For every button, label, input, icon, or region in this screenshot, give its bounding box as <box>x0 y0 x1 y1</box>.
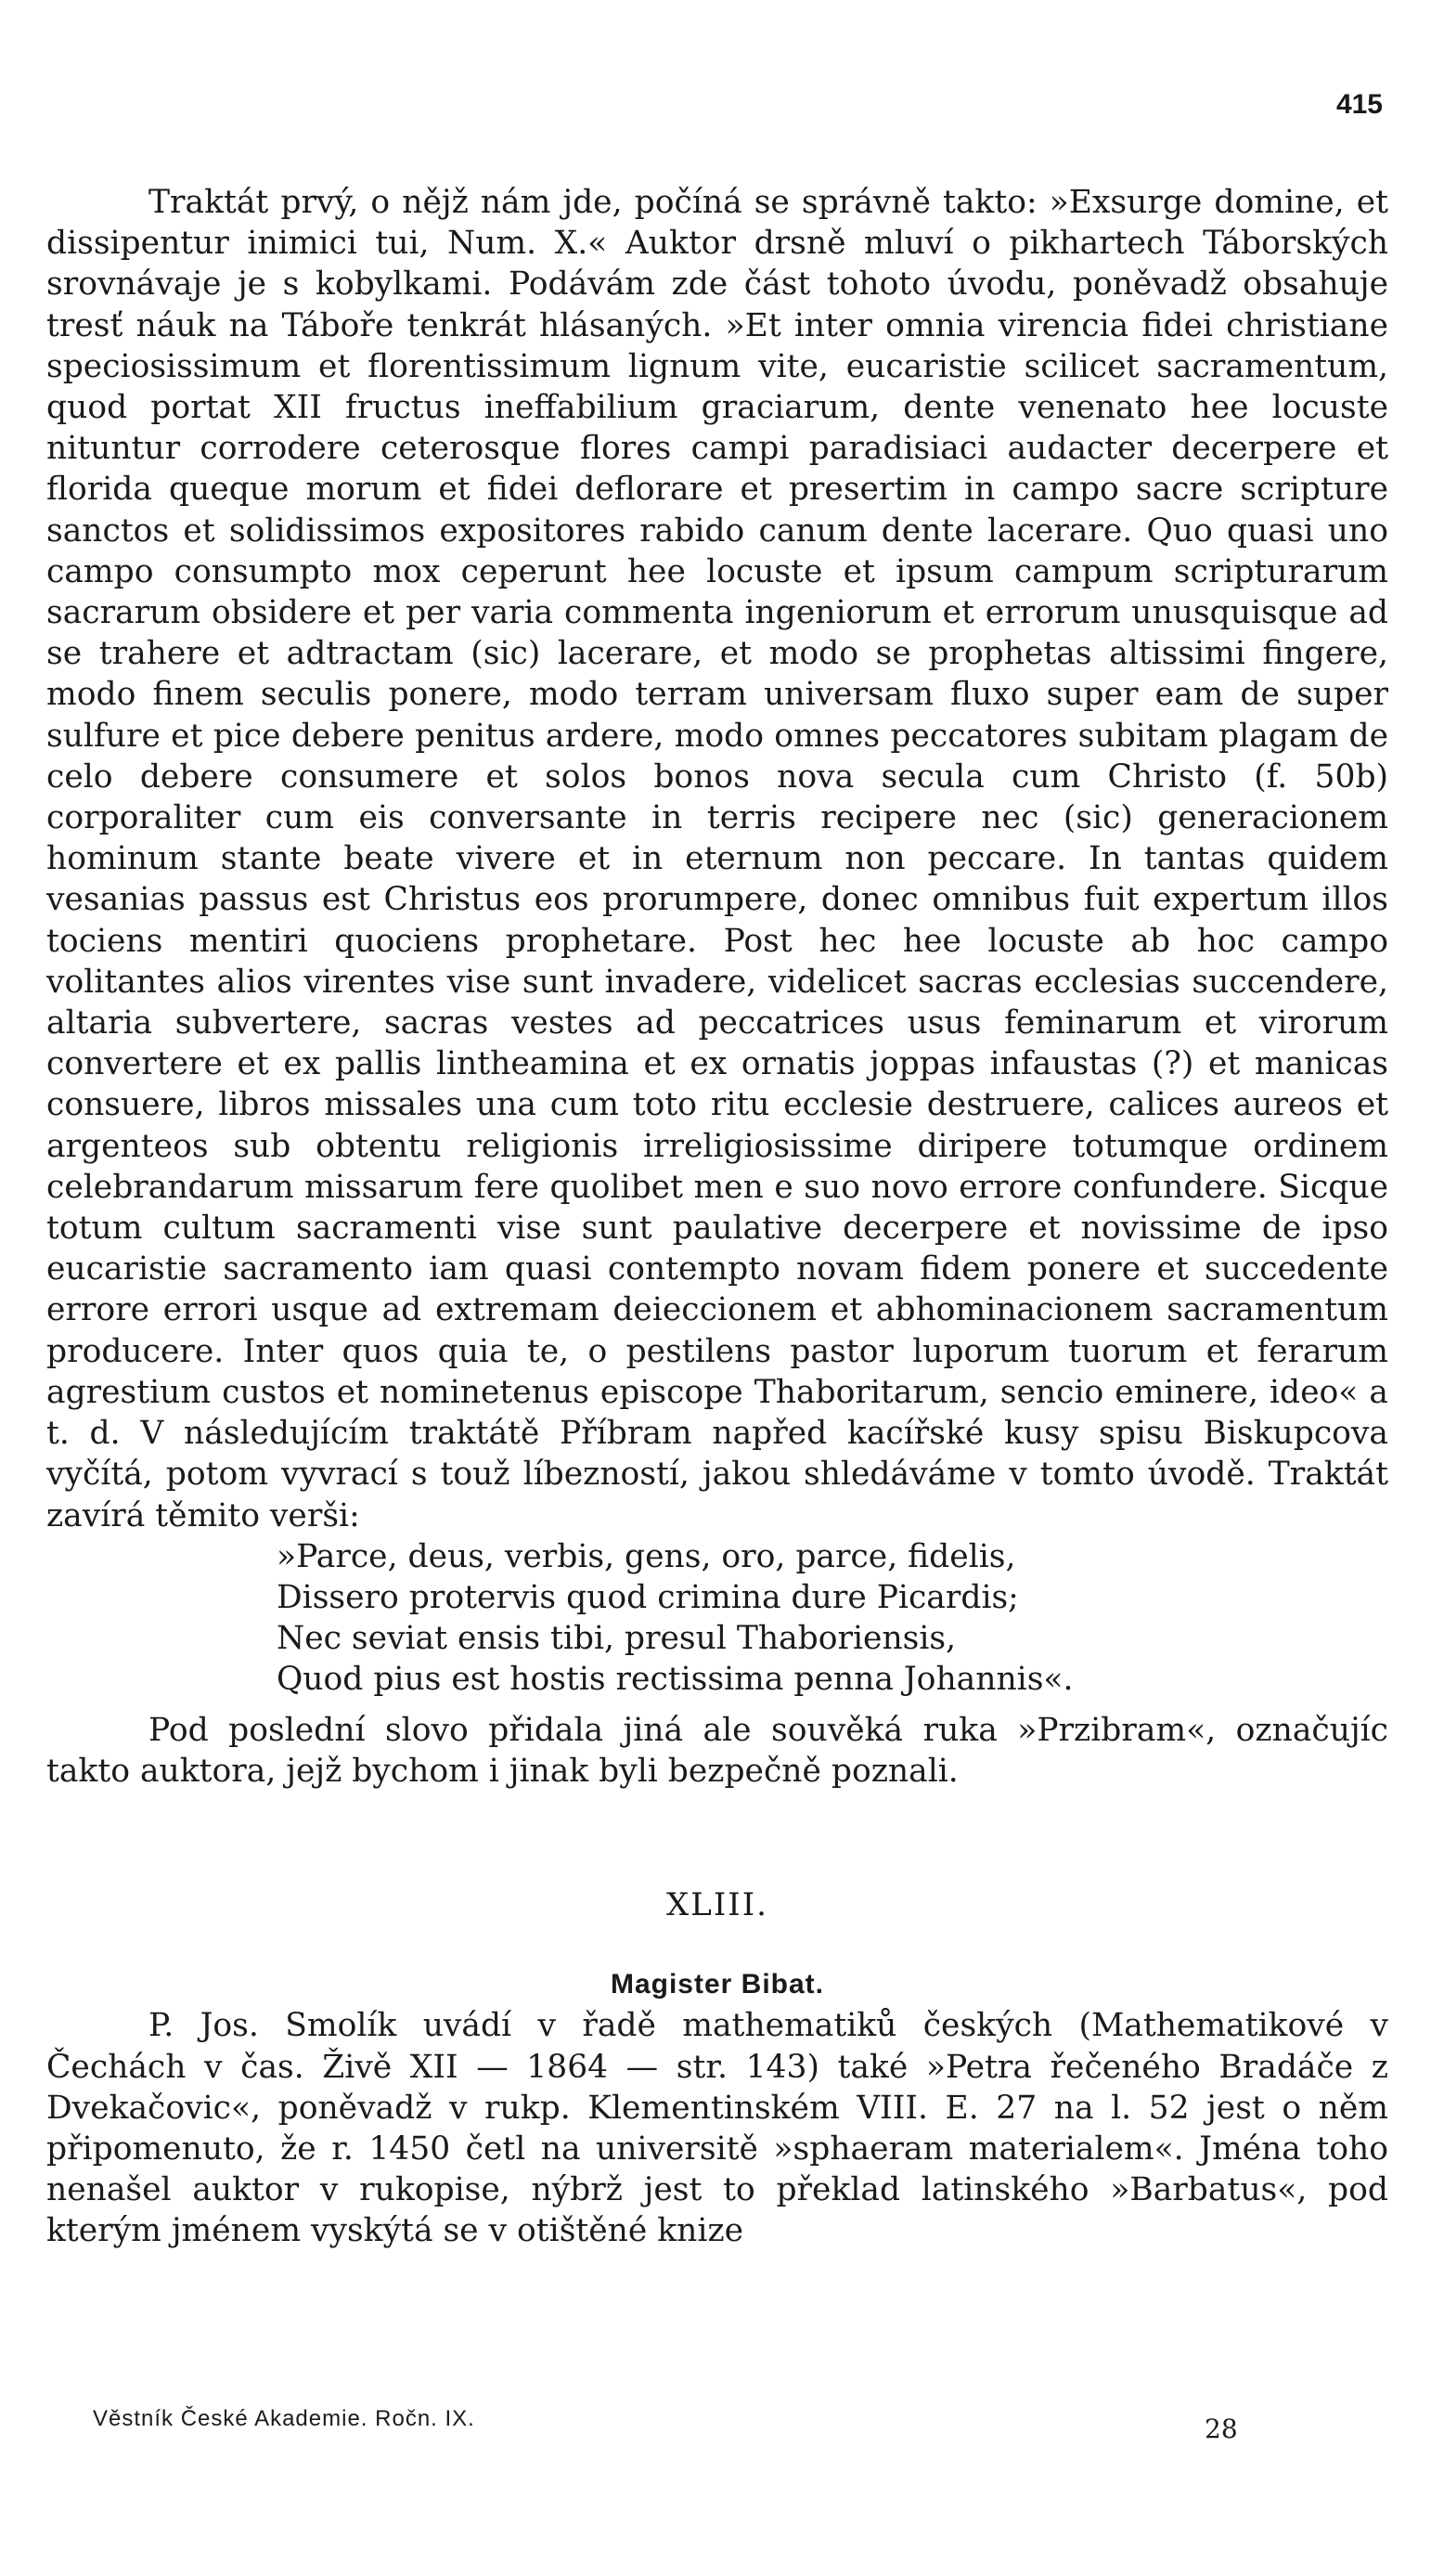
section-title: Magister Bibat. <box>610 1969 825 2000</box>
footer-journal-line: Věstník České Akademie. Ročn. IX. <box>93 2406 475 2431</box>
section-paragraph: P. Jos. Smolík uvádí v řadě mathematiků českých (Mathematikové v Čechách v čas. Živě XII — 1864 — str. 143) také »Petra řečeného Bradáče z Dvekačovic«, poněvadž v rukp. Klementinském VIII. E. 27 na l. 52 jest o něm připomenuto, že r. 1450 četl na universitě »sphaeram materialem«. Jména toho nenašel auktor v rukopise, nýbrž jest to překlad latinského »Barbatus«, pod kterým jménem vyskýtá se v otištěné knize <box>46 2007 1388 2250</box>
section-number: XLIII. <box>666 1885 768 1923</box>
footer-sheet-number: 28 <box>1205 2414 1238 2444</box>
paragraph-after-verses: Pod poslední slovo přidala jiná ale souvěká ruka »Przibram«, označujíc takto auktora, jejž bychom i jinak byli bezpečně poznali. <box>46 1711 1388 1790</box>
verse-line: Nec seviat ensis tibi, presul Thaboriensis, <box>277 1620 957 1658</box>
verse-line: Dissero protervis quod crimina dure Picardis; <box>277 1578 1019 1616</box>
verse-block <box>277 1536 1388 1701</box>
paragraph-intro: Traktát prvý, o nějž nám jde, počíná se správně takto: »Exsurge domine, et dissipentur inimici tui, Num. X.« Auktor drsně mluví o pikhartech Táborských srovnávaje je s kobylkami. Podávám zde část tohoto úvodu, poněvadž obsahuje tresť náuk na Táboře tenkrát hlásaných. »Et inter omnia virencia fidei christiane speciosissimum et florentissimum lignum vite, eucaristie scilicet sacramentum, quod portat XII fructus ineffabilium graciarum, dente venenato hee locuste nituntur corrodere ceterosque flores campi paradisiaci audacter decerpere et florida queque morum et fidei deflorare et presertim in campo sacre scripture sanctos et solidissimos expositores rabido canum dente lacerare. Quo quasi uno campo consumpto mox ceperunt hee locuste et ipsum campum scripturarum sacrarum obsidere et per varia commenta ingeniorum et errorum unusquisque ad se trahere et adtractam (sic) lacerare, et modo se prophetas altissimi fingere, modo finem seculis ponere, modo terram universam fluxo super eam de super sulfure et pice debere penitus ardere, modo omnes peccatores subitam plagam de celo debere consumere et solos bonos nova secula cum Christo (f. 50b) corporaliter cum eis conversante in terris recipere nec (sic) generacionem hominum stante beate vivere et in eternum non peccare. In tantas quidem vesanias passus est Christus eos prorumpere, donec omnibus fuit expertum illos tociens mentiri quociens prophetare. Post hec hee locuste ab hoc campo volitantes alios virentes vise sunt invadere, videlicet sacras ecclesias succendere, altaria subvertere, sacras vestes ad peccatrices usus feminarum et virorum convertere et ex pallis lintheamina et ex ornatis joppas infaustas (?) et manicas consuere, libros missales una cum toto ritu ecclesie destruere, calices aureos et argenteos sub obtentu religionis irreligiosissime diripere totumque ordinem celebrandarum missarum fere quolibet men e suo novo errore confundere. Sicque totum cultum sacramenti vise sunt paulative decerpere et novissime de ipso eucaristie sacramento iam quasi contempto novam fidem ponere et succedente errore errori usque ad extremam deieccionem et abhominacionem sacramentum producere. Inter quos quia te, o pestilens pastor luporum tuorum et ferarum agrestium custos et nominetenus episcope Thaboritarum, sencio eminere, ideo« a t. d. V následujícím traktátě Příbram napřed kacířské kusy spisu Biskupcova vyčítá, potom vyvrací s touž líbezností, jakou shledáváme v tomto úvodě. Traktát zavírá těmito verši: <box>46 184 1388 1534</box>
verse-line: »Parce, deus, verbis, gens, oro, parce, fidelis, <box>277 1537 1016 1575</box>
verse-line: Quod pius est hostis rectissima penna Johannis«. <box>277 1661 1074 1699</box>
page-number: 415 <box>1335 89 1383 120</box>
body-text <box>46 182 1388 2252</box>
